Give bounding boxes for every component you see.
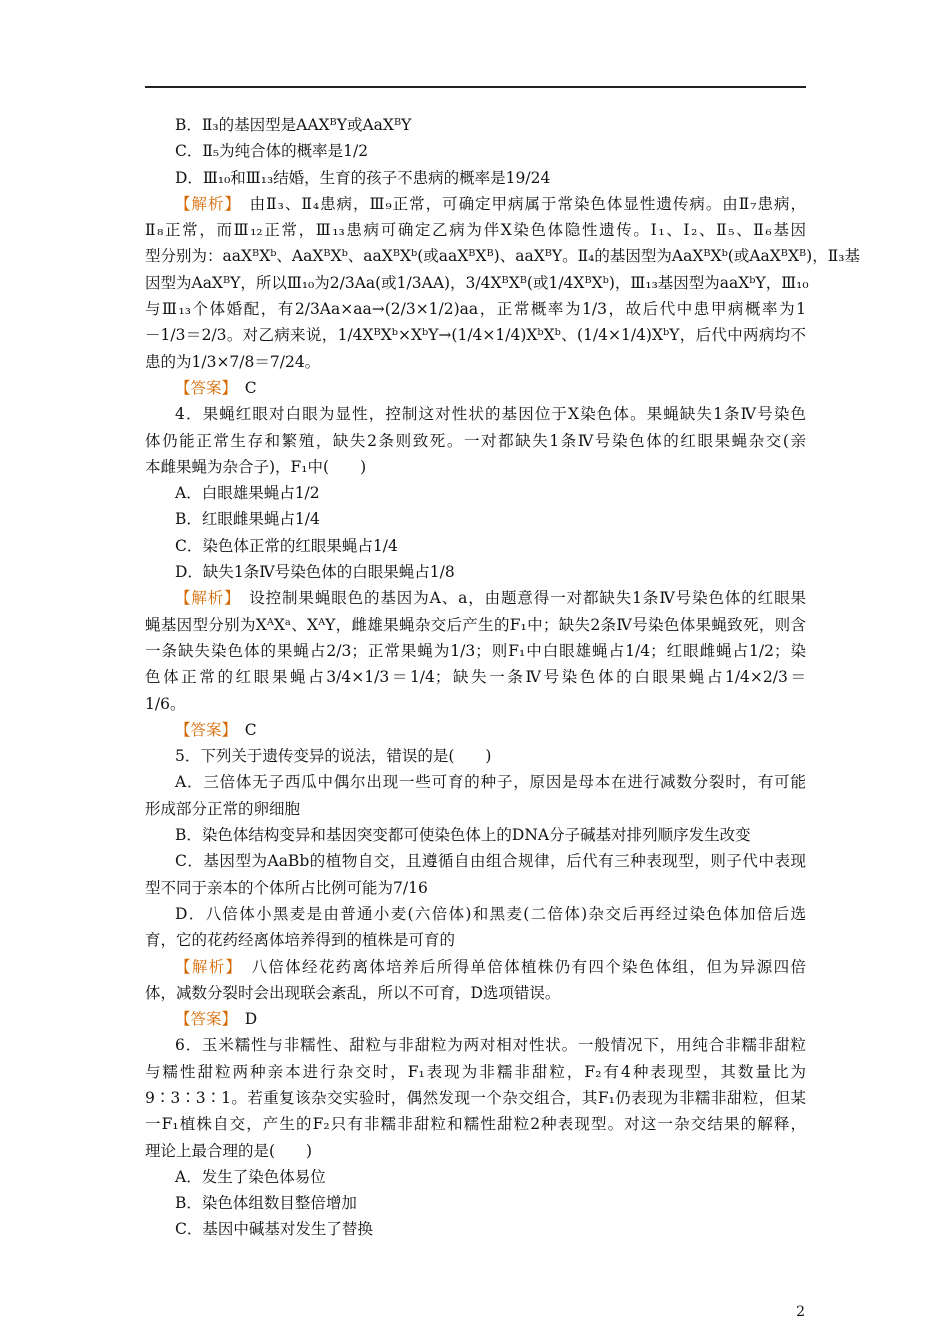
q4-answer [145,717,806,743]
q6-option-a: A．发生了染色体易位 [175,1167,326,1186]
q4-stem-line: 本雌果蝇为杂合子)，F₁中( ) [145,457,367,476]
q3-analysis-line: 型分别为：aaXᴮXᵇ、AaXᴮXᵇ、aaXᴮXᵇ(或aaXᴮXᴮ)、aaXᴮY。Ⅱ₄的基因型为AaXᴮXᵇ(或AaXᴮXᴮ)，Ⅱ₃基 [145,247,860,266]
answer-value: C [244,720,257,739]
q3-option-d: D．Ⅲ₁₀和Ⅲ₁₃结婚，生育的孩子不患病的概率是19/24 [175,168,551,187]
page-content [145,112,860,1243]
q3-analysis-line: 因型为AaXᴮY，所以Ⅲ₁₀为2/3Aa(或1/3AA)，3/4XᴮXᴮ(或1/4XᴮXᵇ)，Ⅲ₁₃基因型为aaXᵇY，Ⅲ₁₀ [145,273,809,292]
q4-stem-line: 体仍能正常生存和繁殖，缺失2条则致死。一对都缺失1条Ⅳ号染色体的红眼果蝇杂交(亲 [145,431,806,450]
q5-option-c-line: C．基因型为AaBb的植物自交，且遵循自由组合规律，后代有三种表现型，则子代中表现 [175,852,806,871]
q3-analysis-line: 与Ⅲ₁₃个体婚配，有2/3Aa×aa→(2/3×1/2)aa，正常概率为1/3，故后代中患甲病概率为1 [145,300,806,319]
answer-value: C [244,378,257,397]
q3-analysis-line: 【解析】 由Ⅱ₃、Ⅱ₄患病，Ⅲ₉正常，可确定甲病属于常染色体显性遗传病。由Ⅱ₇患病， [175,194,806,213]
q6-stem-line: 理论上最合理的是( ) [145,1141,313,1160]
answer-tag: 【答案】 [175,1010,230,1029]
q6-stem-line: 与糯性甜粒两种亲本进行杂交时，F₁表现为非糯非甜粒，F₂有4种表现型，其数量比为 [145,1062,806,1081]
q4-analysis-line: 色体正常的红眼果蝇占3/4×1/3＝1/4；缺失一条Ⅳ号染色体的白眼果蝇占1/4×2/3＝ [145,668,806,687]
answer-value: D [244,1010,258,1029]
q6-option-c: C．基因中碱基对发生了替换 [175,1220,373,1239]
q6-option-b: B．染色体组数目整倍增加 [175,1194,357,1213]
answer-tag: 【答案】 [175,720,230,739]
q4-analysis-line: 【解析】 设控制果蝇眼色的基因为A、a，由题意得一对都缺失1条Ⅳ号染色体的红眼果 [175,589,806,608]
q4-option-a: A．白眼雄果蝇占1/2 [175,484,320,503]
q5-answer [145,1006,806,1032]
q3-answer [145,375,806,401]
q5-option-b: B．染色体结构变异和基因突变都可使染色体上的DNA分子碱基对排列顺序发生改变 [175,826,751,845]
page-number: 2 [796,1304,805,1320]
q4-option-c: C．染色体正常的红眼果蝇占1/4 [175,536,398,555]
q5-option-a-line: 形成部分正常的卵细胞 [145,799,301,818]
q5-stem: 5．下列关于遗传变异的说法，错误的是( ) [175,747,492,766]
q6-stem-line: 一F₁植株自交，产生的F₂只有非糯非甜粒和糯性甜粒2种表现型。对这一杂交结果的解释， [145,1115,806,1134]
q5-option-a-line: A．三倍体无子西瓜中偶尔出现一些可育的种子，原因是母本在进行减数分裂时，有可能 [175,773,806,792]
q5-analysis-line: 【解析】 八倍体经花药离体培养后所得单倍体植株仍有四个染色体组，但为异源四倍 [175,957,806,976]
q4-analysis-line: 1/6。 [145,694,186,713]
q5-option-d-line: D．八倍体小黑麦是由普通小麦(六倍体)和黑麦(二倍体)杂交后再经过染色体加倍后选 [175,904,806,923]
q4-option-b: B．红眼雌果蝇占1/4 [175,510,320,529]
analysis-tag: 【解析】 [175,194,234,213]
q3-analysis-line: 患的为1/3×7/8＝7/24。 [145,352,321,371]
answer-tag: 【答案】 [175,378,230,397]
q4-analysis-line: 一条缺失染色体的果蝇占2/3；正常果蝇为1/3；则F₁中白眼雄蝇占1/4；红眼雌蝇占1/2；染 [145,641,806,660]
q3-analysis-line: －1/3＝2/3。对乙病来说，1/4XᴮXᵇ×XᵇY→(1/4×1/4)XᵇXᵇ、(1/4×1/4)XᵇY，后代中两病均不 [145,326,806,345]
q3-option-c: C．Ⅱ₅为纯合体的概率是1/2 [175,142,369,161]
q5-option-c-line: 型不同于亲本的个体所占比例可能为7/16 [145,878,428,897]
analysis-tag: 【解析】 [175,957,235,976]
q6-stem-line: 6．玉米糯性与非糯性、甜粒与非甜粒为两对相对性状。一般情况下，用纯合非糯非甜粒 [175,1036,806,1055]
header-rule [145,86,806,88]
q6-stem-line: 9∶3∶3∶1。若重复该杂交实验时，偶然发现一个杂交组合，其F₁仍表现为非糯非甜粒，但某 [145,1088,806,1107]
q3-analysis-line: Ⅱ₈正常，而Ⅲ₁₂正常，Ⅲ₁₃患病可确定乙病为伴X染色体隐性遗传。Ⅰ₁、Ⅰ₂、Ⅱ₅、Ⅱ₆基因 [145,221,806,240]
q5-analysis-line: 体，减数分裂时会出现联会紊乱，所以不可育，D选项错误。 [145,983,561,1002]
analysis-tag: 【解析】 [175,589,233,608]
q4-stem-line: 4．果蝇红眼对白眼为显性，控制这对性状的基因位于X染色体。果蝇缺失1条Ⅳ号染色 [175,405,806,424]
q5-option-d-line: 育，它的花药经离体培养得到的植株是可育的 [145,931,456,950]
q4-analysis-line: 蝇基因型分别为XᴬXᵃ、XᴬY，雌雄果蝇杂交后产生的F₁中；缺失2条Ⅳ号染色体果蝇致死，则含 [145,615,806,634]
q3-option-b: B．Ⅱ₃的基因型是AAXᴮY或AaXᴮY [175,116,412,134]
q4-option-d: D．缺失1条Ⅳ号染色体的白眼果蝇占1/8 [175,563,455,582]
